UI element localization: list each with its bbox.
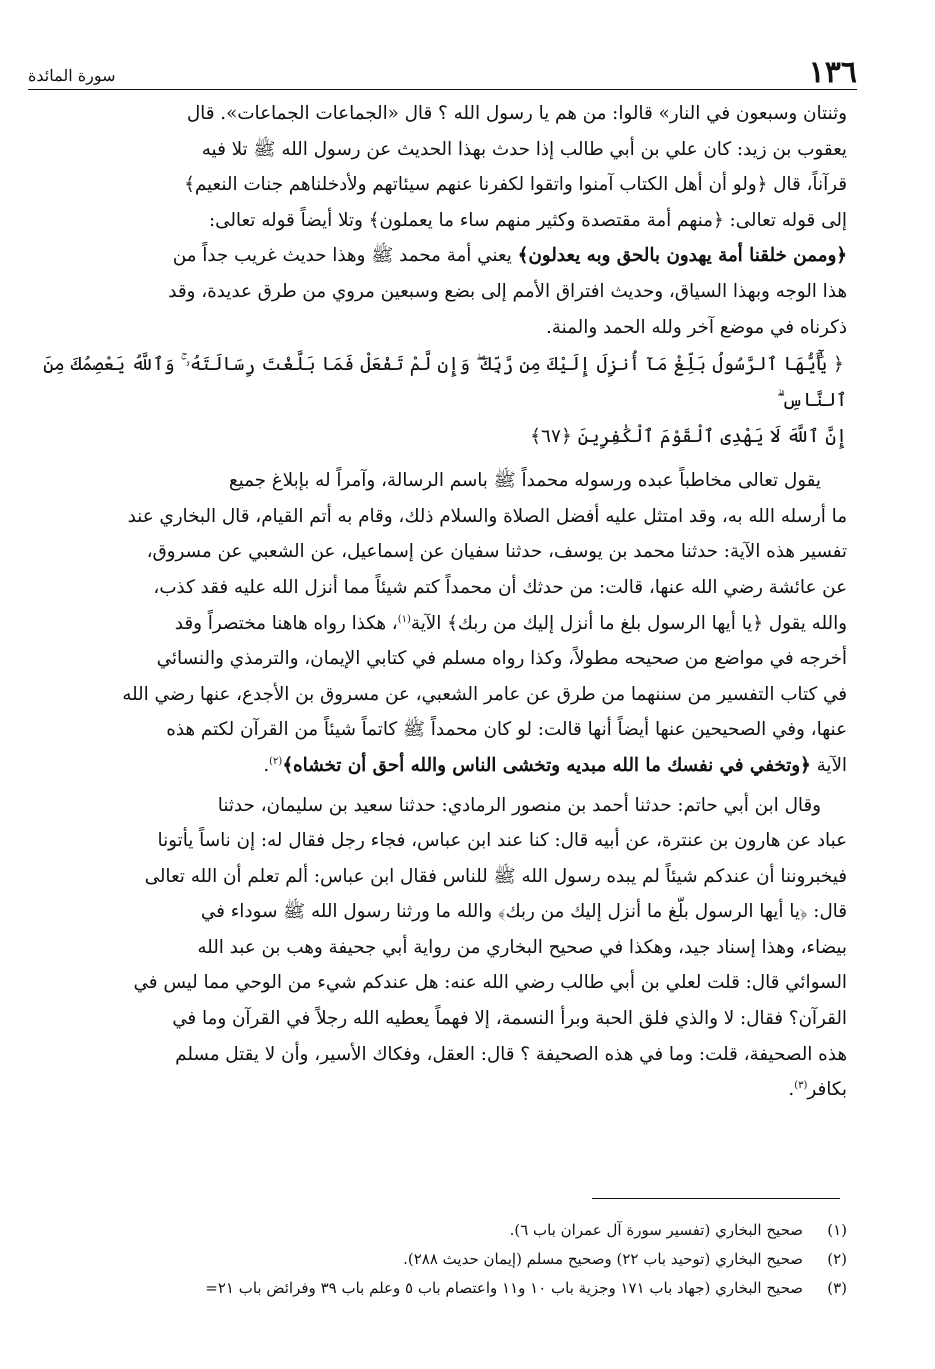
verse-line: إِنَّ ٱللَّهَ لَا يَهْدِى ٱلْقَوْمَ ٱلْكَٰفِرِينَ ﴿٦٧﴾ [530,426,847,448]
page-number: ١٣٦ [808,55,857,90]
text-line: في كتاب التفسير من سننهما من طرق عن عامر الشعبي، عن مسروق بن الأجدع، عنها رضي الله [122,683,847,705]
text-span: والله يقول ﴿يا أيها الرسول بلغ ما أنزل إليك من ربك﴾ الآية [410,612,847,634]
verse-line: ﴿ يَٰٓأَيُّهَا ٱلرَّسُولُ بَلِّغْ مَآ أُنزِلَ إِلَيْكَ مِن رَّبِّكَ ۖ وَإِن لَّمْ تَفْعَلْ فَمَا بَلَّغْتَ رِسَالَتَهُۥ ۚ وَٱللَّهُ يَعْصِمُكَ مِنَ ٱلنَّاسِ ۗ [43,354,847,412]
footnote-number: (١) [827,1221,847,1239]
footnote-divider [592,1198,840,1199]
footnotes [30,1216,847,1303]
text-line: ذكرناه في موضع آخر ولله الحمد والمنة. [545,316,847,338]
footnote-ref[interactable]: (٢) [269,755,283,767]
footnote-item [30,1216,847,1245]
text-line [40,238,847,274]
text-span: الآية [810,754,847,776]
text-span: يعني أمة محمد ﷺ وهذا حديث غريب جداً من [172,245,518,267]
footnote-item [30,1245,847,1274]
quran-quote-bold: ﴿وتخفي في نفسك ما الله مبديه وتخشى الناس والله أحق أن تخشاه﴾ [282,754,811,776]
footnote-ref[interactable]: (١) [397,613,411,625]
text-line: إلى قوله تعالى: ﴿منهم أمة مقتصدة وكثير منهم ساء ما يعملون﴾ وتلا أيضاً قوله تعالى: [208,209,847,231]
footnote-text: صحيح البخاري (جهاد باب ١٧١ وجزية باب ١٠ و١١ واعتصام باب ٥ وعلم باب ٣٩ وفرائض باب ٢١= [205,1279,803,1297]
footnote-text: صحيح البخاري (توحيد باب ٢٢) وصحيح مسلم (إيمان حديث ٢٨٨). [403,1250,803,1268]
quran-quote-bold: ﴿وممن خلقنا أمة يهدون بالحق وبه يعدلون﴾ [517,245,847,267]
text-line: عباد عن هارون بن عنترة، عن أبيه قال: كنا عند ابن عباس، فجاء رجل فقال له: إن ناساً يأتونا [157,830,847,852]
header-divider [28,89,857,90]
footnote-item [30,1274,847,1303]
text-line [40,1072,847,1108]
paragraph-2 [40,463,847,783]
text-line: تفسير هذه الآية: حدثنا محمد بن يوسف، حدثنا سفيان عن إسماعيل، عن الشعبي عن مسروق، [146,541,847,563]
surah-title: سورة المائدة [28,66,116,85]
footnote-number: (٣) [827,1279,847,1297]
text-line: القرآن؟ فقال: لا والذي فلق الحبة وبرأ النسمة، إلا فهماً يعطيه الله رجلاً في القرآن وما في [172,1008,847,1030]
text-line: أخرجه في مواضع من صحيحه مطولاً، وكذا رواه مسلم في كتابي الإيمان، والترمذي والنسائي [156,648,847,670]
text-line: فيخبروننا أن عندكم شيئاً لم يبده رسول الله ﷺ للناس فقال ابن عباس: ألم تعلم أن الله تعالى [144,865,847,887]
text-span: . [263,754,270,776]
text-line: بيضاء، وهذا إسناد جيد، وهكذا في صحيح البخاري من رواية أبي جحيفة وهب بن عبد الله [197,936,847,958]
text-line [40,606,847,642]
text-span: . [788,1079,795,1101]
text-line: هذه الصحيفة، قلت: وما في هذه الصحيفة ؟ قال: العقل، وفكاك الأسير، وأن لا يقتل مسلم [175,1043,847,1065]
footnote-number: (٢) [827,1250,847,1268]
paragraph-3 [40,788,847,1108]
text-line: ما أرسله الله به، وقد امتثل عليه أفضل الصلاة والسلام ذلك، وقام به أتم القيام، قال البخاري عند [127,505,847,527]
footnote-ref[interactable]: (٣) [794,1080,808,1092]
text-line [40,748,847,784]
text-line: يقول تعالى مخاطباً عبده ورسوله محمداً ﷺ باسم الرسالة، وآمراً له بإبلاغ جميع [228,470,821,492]
page-header [28,48,857,88]
text-line: هذا الوجه وبهذا السياق، وحديث افتراق الأمم إلى بضع وسبعين مروي من طرق عديدة، وقد [168,280,847,302]
footnote-text: صحيح البخاري (تفسير سورة آل عمران باب ٦). [509,1221,803,1239]
paragraph-1 [40,96,847,345]
text-line: وقال ابن أبي حاتم: حدثنا أحمد بن منصور الرمادي: حدثنا سعيد بن سليمان، حدثنا [217,794,821,816]
quran-verse-block [40,347,847,455]
text-line: عن عائشة رضي الله عنها، قالت: من حدثك أن محمداً كتم شيئاً مما أنزل الله عليه فقد كذب، [153,576,847,598]
text-line: السوائي قال: قلت لعلي بن أبي طالب رضي الله عنه: هل عندكم شيء من الوحي مما ليس في [133,972,847,994]
text-line: يعقوب بن زيد: كان علي بن أبي طالب إذا حدث بهذا الحديث عن رسول الله ﷺ تلا فيه [201,138,847,160]
text-line: وثنتان وسبعون في النار» قالوا: من هم يا رسول الله ؟ قال «الجماعات الجماعات». قال [186,103,847,124]
text-line: قال: ﴿يا أيها الرسول بلّغ ما أنزل إليك من ربك﴾ والله ما ورثنا رسول الله ﷺ سوداء في [200,901,847,923]
page-body [40,96,847,1108]
text-span: بكافر [807,1079,847,1101]
text-line: قرآناً، قال ﴿ولو أن أهل الكتاب آمنوا واتقوا لكفرنا عنهم سيئاتهم ولأدخلناهم جنات النعيم﴾ [184,174,847,196]
text-span: ، هكذا رواه هاهنا مختصراً وقد [174,612,398,634]
text-line: عنها، وفي الصحيحين عنها أيضاً أنها قالت: لو كان محمداً ﷺ كاتماً شيئاً من القرآن لكتم هذه [166,719,847,741]
